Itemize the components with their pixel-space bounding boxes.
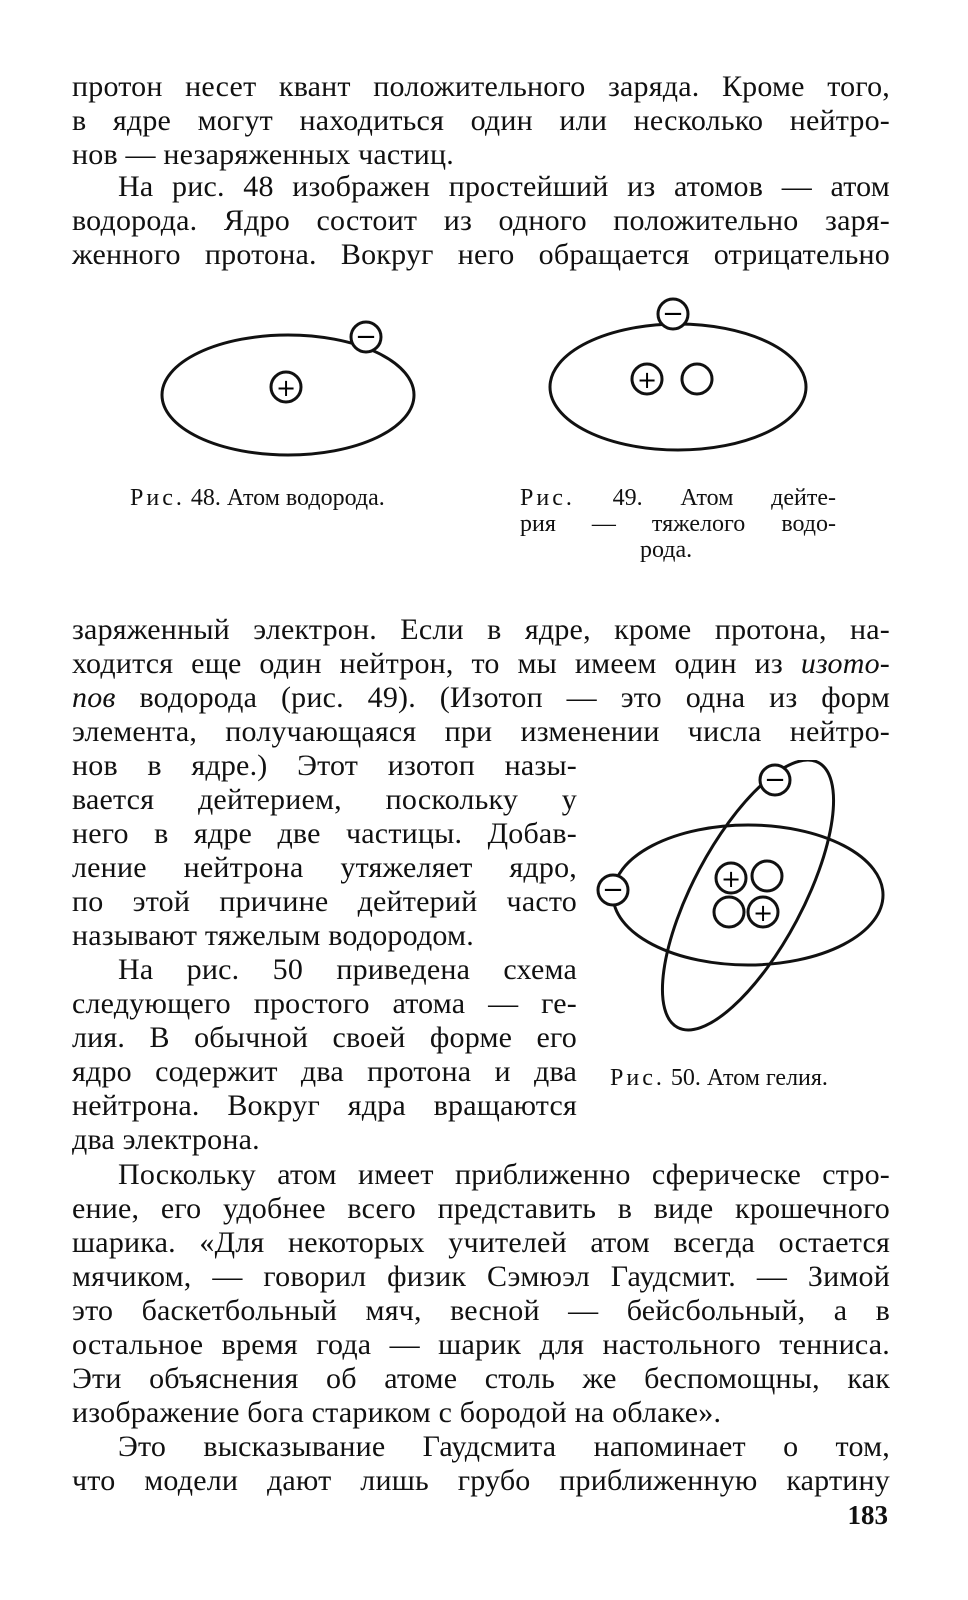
text-line: Это высказывание Гаудсмита напоминает о том, — [118, 1430, 890, 1463]
text-line: лия. В обычной своей форме его — [72, 1021, 577, 1054]
figure-caption: Рис. 49. Атом дейте- — [520, 485, 836, 511]
text-line: что модели дают лишь грубо приближенную картину — [72, 1464, 890, 1497]
svg-text:−: − — [602, 875, 624, 905]
text-line: называют тяжелым водородом. — [72, 919, 474, 952]
electron-orbit — [629, 760, 867, 1040]
text-line: нов — незаряженных частиц. — [72, 138, 454, 171]
svg-text:+: + — [275, 374, 297, 402]
text-line: вается дейтерием, поскольку у — [72, 783, 577, 816]
text-line: На рис. 50 приведена схема — [118, 953, 577, 986]
electron-icon — [658, 299, 688, 329]
proton-icon — [632, 364, 662, 394]
text-line: ление нейтрона утяжеляет ядро, — [72, 851, 577, 884]
text-line: заряженный электрон. Если в ядре, кроме протона, на- — [72, 613, 890, 646]
electron-orbit — [550, 324, 806, 450]
electron-icon — [351, 322, 381, 352]
text-line: водорода. Ядро состоит из одного положительно заря- — [72, 204, 890, 237]
svg-text:+: + — [636, 366, 658, 394]
figure-caption: рода. — [640, 537, 693, 563]
svg-text:+: + — [720, 865, 742, 893]
text-line: Эти объяснения об атоме столь же беспомощны, как — [72, 1362, 890, 1395]
svg-text:−: − — [662, 299, 684, 329]
text-line: два электрона. — [72, 1123, 260, 1156]
text-line: остальное время года — шарик для настольного тенниса. — [72, 1328, 890, 1361]
electron-icon — [760, 765, 790, 795]
text-line: нейтрона. Вокруг ядра вращаются — [72, 1089, 577, 1122]
text-line: изображение бога стариком с бородой на облаке». — [72, 1396, 722, 1429]
page-number: 183 — [847, 1500, 888, 1530]
text-line: шарика. «Для некоторых учителей атом всегда остается — [72, 1226, 890, 1259]
electron-icon — [598, 875, 628, 905]
svg-text:+: + — [752, 899, 774, 927]
text-line: ядро содержит два протона и два — [72, 1055, 577, 1088]
text-line: в ядре могут находиться один или несколько нейтро- — [72, 104, 890, 137]
neutron-icon — [714, 897, 744, 927]
figure-caption: Рис. 48. Атом водорода. — [130, 485, 385, 511]
proton-icon — [748, 897, 778, 927]
proton-icon — [716, 863, 746, 893]
text-line: элемента, получающаяся при изменении числа нейтро- — [72, 715, 890, 748]
text-line: женного протона. Вокруг него обращается отрицательно — [72, 238, 890, 271]
text-line: это баскетбольный мяч, весной — бейсбольный, а в — [72, 1294, 890, 1327]
figure-hydrogen-atom — [155, 310, 425, 460]
svg-text:−: − — [355, 322, 377, 352]
text-line: мячиком, — говорил физик Сэмюэл Гаудсмит. — Зимой — [72, 1260, 890, 1293]
figure-caption: Рис. 50. Атом гелия. — [610, 1065, 828, 1091]
text-line: по этой причине дейтерий часто — [72, 885, 577, 918]
figure-caption: рия — тяжелого водо- — [520, 511, 836, 537]
text-line: протон несет квант положительного заряда. Кроме того, — [72, 70, 890, 103]
proton-icon — [271, 372, 301, 402]
figure-helium-atom — [595, 760, 895, 1040]
text-line: ходится еще один нейтрон, то мы имеем один из изото- — [72, 647, 890, 680]
neutron-icon — [682, 364, 712, 394]
neutron-icon — [752, 861, 782, 891]
text-line: следующего простого атома — ге- — [72, 987, 577, 1020]
text-line: нов в ядре.) Этот изотоп назы- — [72, 749, 577, 782]
text-line: На рис. 48 изображен простейший из атомов — атом — [118, 170, 890, 203]
electron-orbit — [613, 825, 883, 965]
text-line: ение, его удобнее всего представить в виде крошечного — [72, 1192, 890, 1225]
text-line: него в ядре две частицы. Добав- — [72, 817, 577, 850]
svg-text:−: − — [764, 765, 786, 795]
figure-deuterium-atom — [545, 292, 825, 462]
text-line: пов водорода (рис. 49). (Изотоп — это одна из форм — [72, 681, 890, 714]
text-line: Поскольку атом имеет приближенно сферическе стро- — [118, 1158, 890, 1191]
